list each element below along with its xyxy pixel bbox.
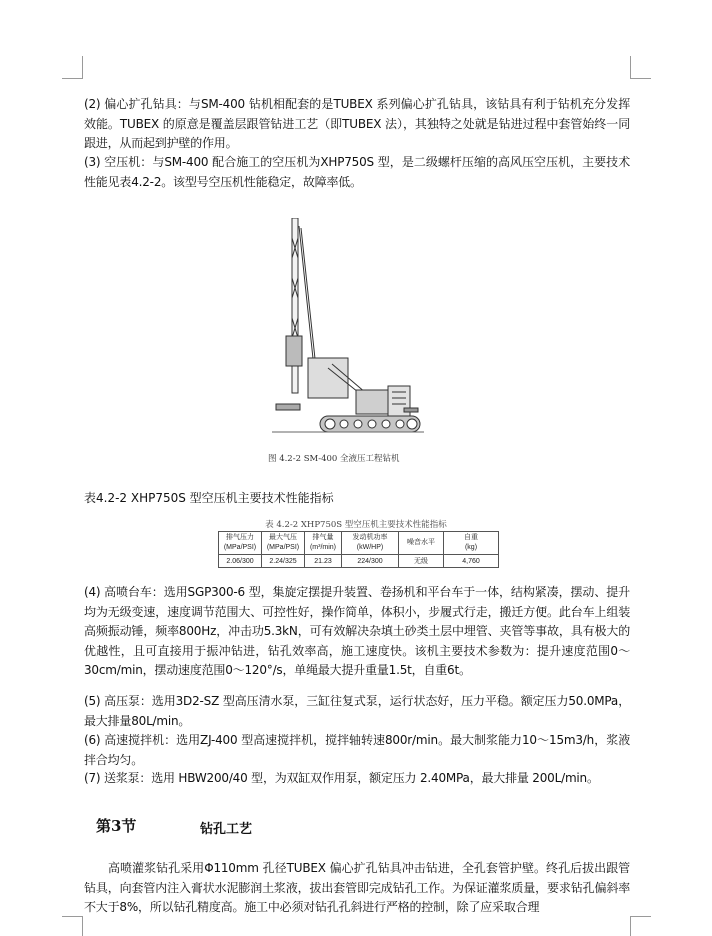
cell-displacement: 21.23 bbox=[305, 555, 342, 568]
paragraph-high-speed-mixer: (6) 高速搅拌机：选用ZJ-400 型高速搅拌机，搅拌轴转速800r/min。最大制浆能力10～15m3/h，浆液拌合均匀。 bbox=[84, 733, 630, 767]
table-header-row bbox=[219, 532, 499, 555]
header-weight: 自重 (kg) bbox=[444, 532, 499, 555]
crop-mark-bottom-left bbox=[62, 916, 83, 936]
figure-caption: 图 4.2-2 SM-400 全液压工程钻机 bbox=[268, 454, 400, 464]
table-caption: 表 4.2-2 XHP750S 型空压机主要技术性能指标 bbox=[265, 520, 447, 530]
section-number: 第3节 bbox=[96, 817, 137, 835]
header-noise-level: 噪音水平 bbox=[399, 532, 444, 555]
cell-max-pressure: 2.24/325 bbox=[262, 555, 305, 568]
paragraph-jet-grouting-rig: (4) 高喷台车：选用SGP300-6 型，集旋定摆提升装置、卷扬机和平台车于一体，结构紧凑，摆动、提升均为无级变速，速度调节范围大、可控性好，操作简单，体积小，步履式行走，搬迁方便。此台车上组装高频振动锤，频率800Hz，冲击功5.3kN，可有效解决杂填土砂类土层中埋管、夹管等事故，具有极大的优越性，且可直接用于振冲钻进，钻孔效率高，施工速度快。该机主要技术参数为：提升速度范围0～30cm/min，摆动速度范围0～120°/s，单绳最大提升重量1.5t，自重6t。 bbox=[84, 585, 630, 677]
header-displacement: 排气量 (m³/min) bbox=[305, 532, 342, 555]
paragraph-high-pressure-pump: (5) 高压泵：选用3D2-SZ 型高压清水泵，三缸往复式泵，运行状态好，压力平稳。额定压力50.0MPa，最大排量80L/min。 bbox=[84, 694, 630, 728]
cell-weight: 4,760 bbox=[444, 555, 499, 568]
compressor-spec-table bbox=[218, 531, 499, 568]
paragraph-air-compressor: (3) 空压机：与SM-400 配合施工的空压机为XHP750S 型，是二级螺杆压缩的高风压空压机，主要技术性能见表4.2-2。该型号空压机性能稳定，故障率低。 bbox=[84, 155, 630, 189]
crop-mark-top-right bbox=[630, 56, 651, 79]
cell-noise-level: 无级 bbox=[399, 555, 444, 568]
paragraph-eccentric-reaming-tool: (2) 偏心扩孔钻具：与SM-400 钻机相配套的是TUBEX 系列偏心扩孔钻具，该钻具有利于钻机充分发挥效能。TUBEX 的原意是覆盖层跟管钻进工艺（即TUBEX 法），其独特之处就是钻进过程中套管始终一同跟进，从而起到护壁的作用。 bbox=[84, 97, 630, 150]
crop-mark-top-left bbox=[62, 56, 83, 79]
paragraph-drilling-process: 高喷灌浆钻孔采用Φ110mm 孔径TUBEX 偏心扩孔钻具冲击钻进，全孔套管护壁。终孔后拔出跟管钻具，向套管内注入膏状水泥膨润土浆液，拔出套管即完成钻孔工作。为保证灌浆质量，要求钻孔偏斜率不大于8%，所以钻孔精度高。施工中必须对钻孔孔斜进行严格的控制，除了应采取合理 bbox=[84, 861, 630, 914]
section-title: 钻孔工艺 bbox=[200, 822, 253, 837]
drill-rig-illustration bbox=[268, 218, 428, 448]
header-max-pressure: 最大气压 (MPa/PSI) bbox=[262, 532, 305, 555]
paragraph-grout-pump: (7) 送浆泵：选用 HBW200/40 型，为双缸双作用泵，额定压力 2.40MPa，最大排量 200L/min。 bbox=[84, 771, 599, 785]
cell-engine-power: 224/300 bbox=[342, 555, 399, 568]
header-discharge-pressure: 排气压力 (MPa/PSI) bbox=[219, 532, 262, 555]
table-title: 表4.2-2 XHP750S 型空压机主要技术性能指标 bbox=[84, 491, 334, 505]
table-row bbox=[219, 555, 499, 568]
cell-discharge-pressure: 2.06/300 bbox=[219, 555, 262, 568]
crop-mark-bottom-right bbox=[630, 916, 651, 936]
header-engine-power: 发动机功率 (kW/HP) bbox=[342, 532, 399, 555]
